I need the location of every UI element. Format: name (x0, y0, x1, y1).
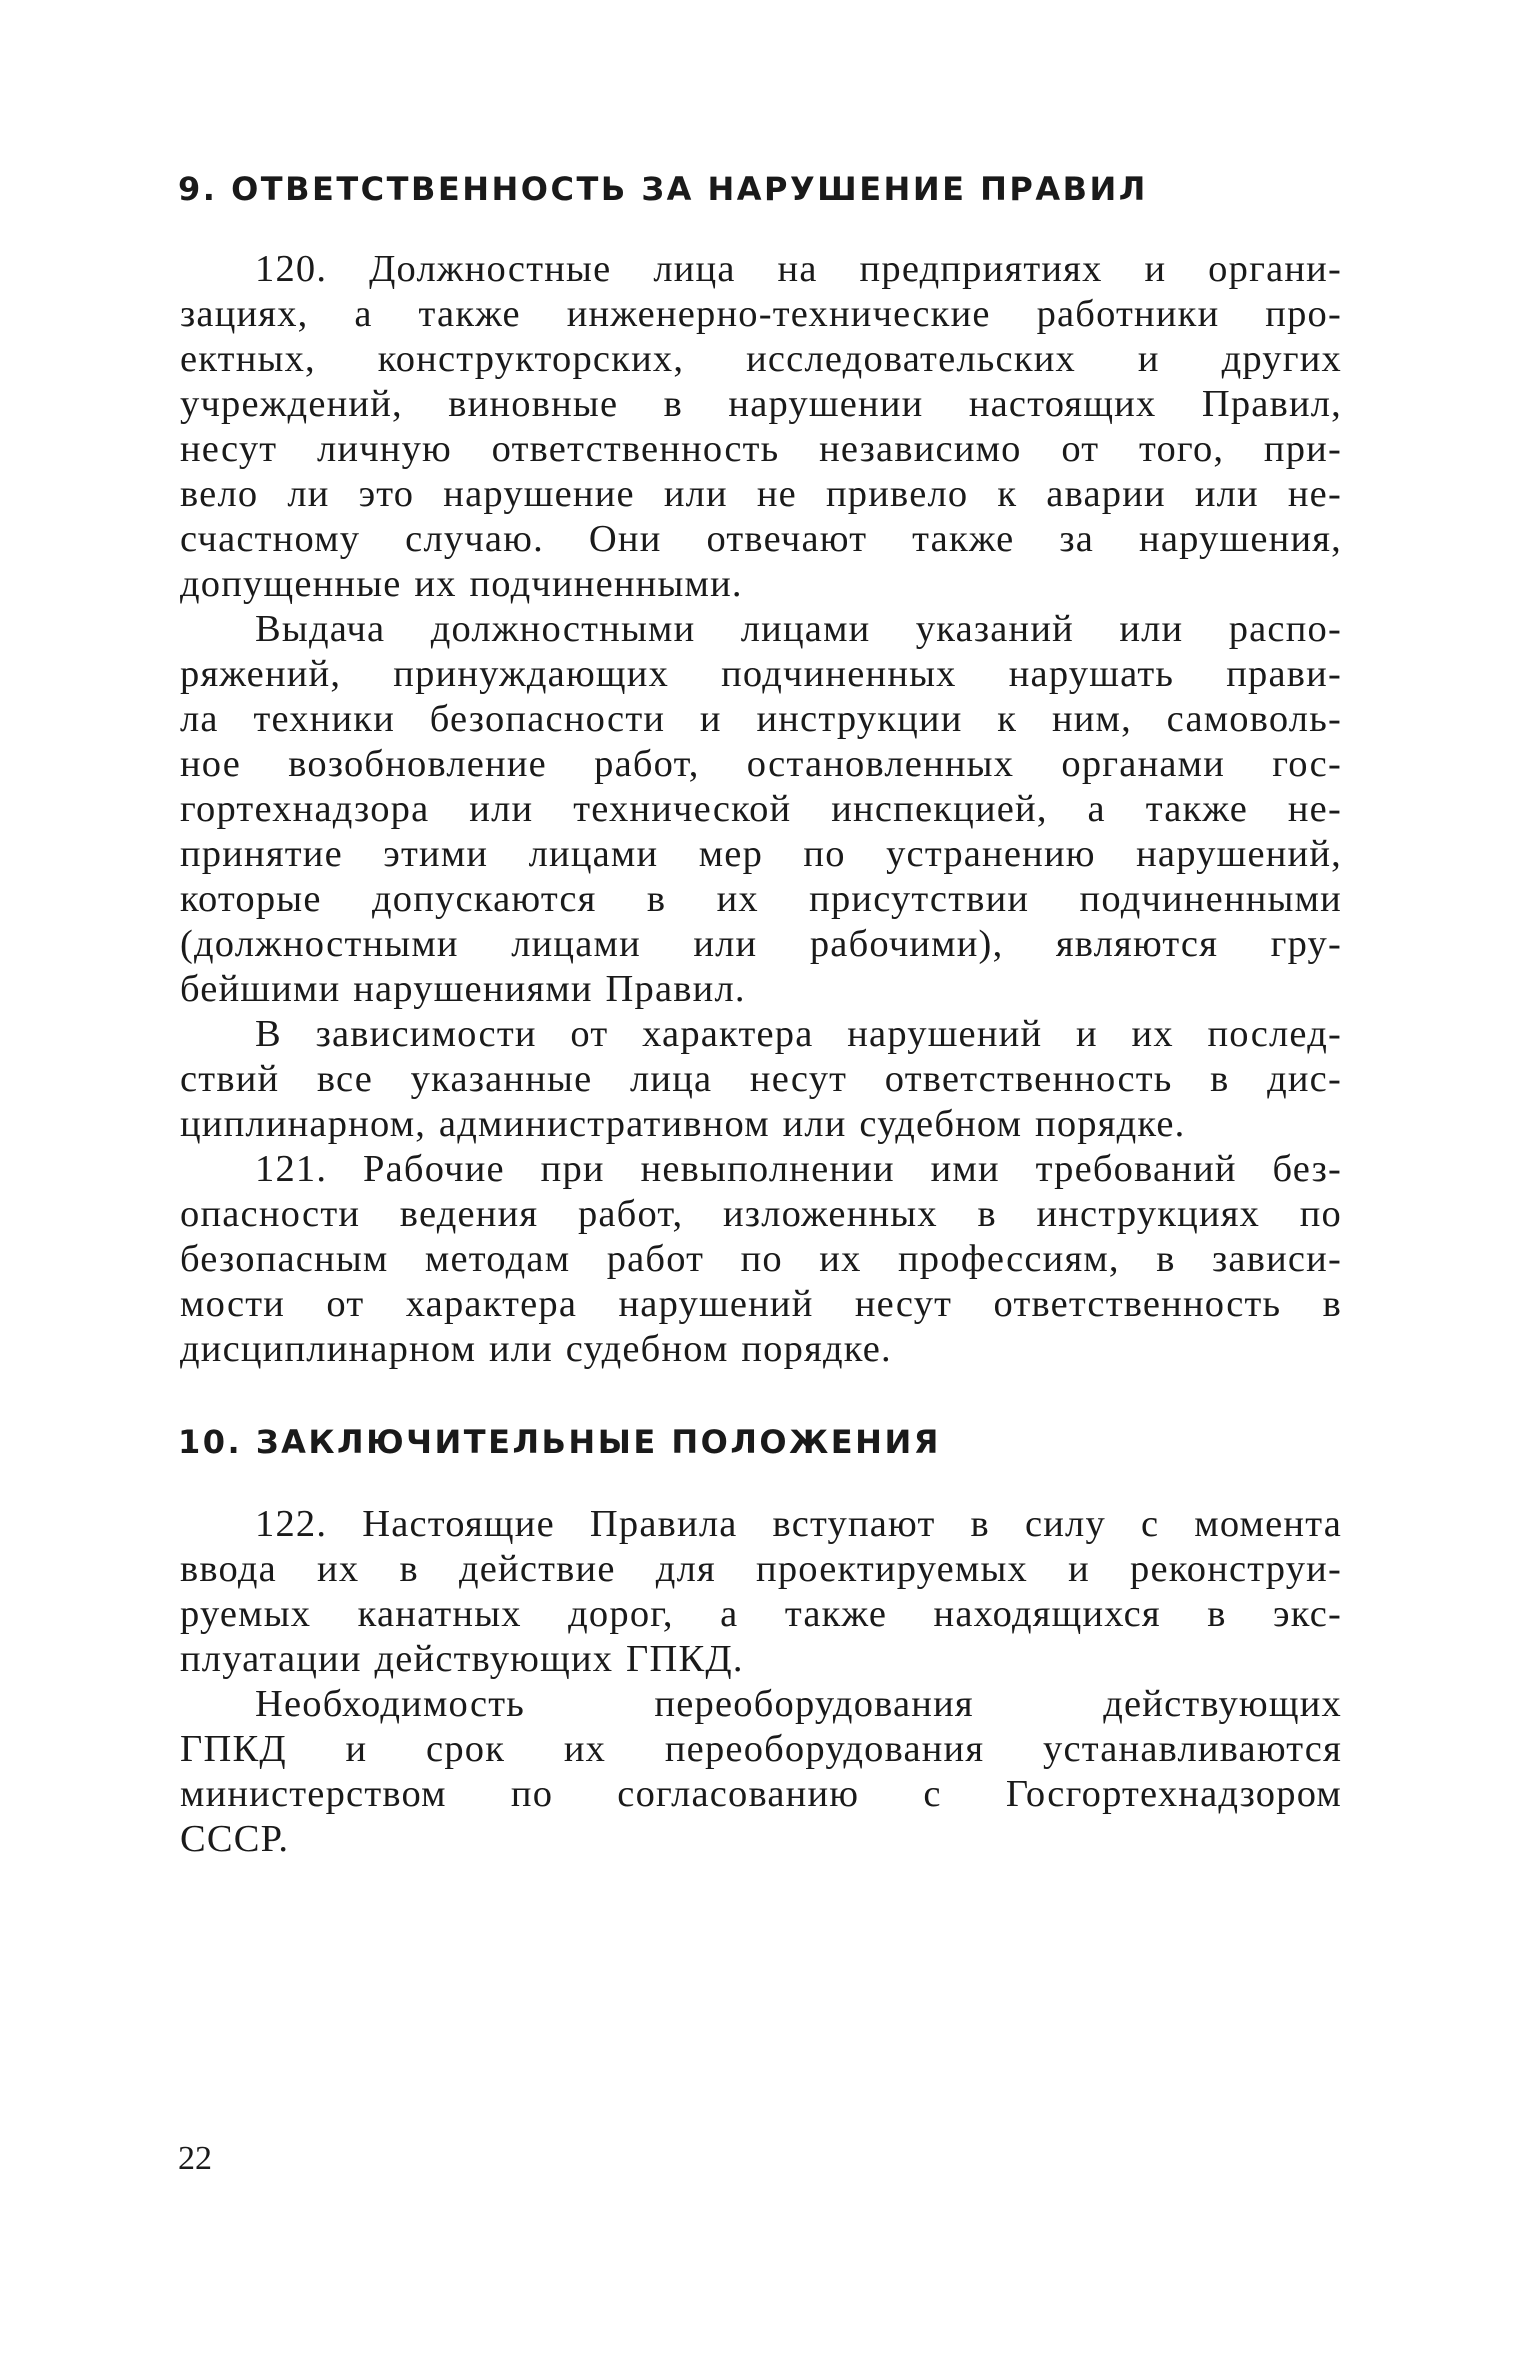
text-line: циплинарном, административном или судебном порядке. (180, 1103, 1186, 1145)
text-line: ектных, конструкторских, исследовательских и других (180, 338, 1342, 380)
text-line: СССР. (180, 1818, 290, 1860)
text-line: учреждений, виновные в нарушении настоящих Правил, (180, 383, 1342, 425)
text-line: счастному случаю. Они отвечают также за нарушения, (180, 518, 1342, 560)
section-9-heading: 9. ОТВЕТСТВЕННОСТЬ ЗА НАРУШЕНИЕ ПРАВИЛ (178, 170, 1148, 208)
text-line: (должностными лицами или рабочими), являются гру- (180, 923, 1342, 965)
text-line: ное возобновление работ, остановленных органами гос- (180, 743, 1342, 785)
text-line: Необходимость переоборудования действующих (255, 1683, 1342, 1725)
section-10-paragraph-122 (180, 1502, 1342, 1682)
text-line: ствий все указанные лица несут ответственность в дис- (180, 1058, 1342, 1100)
text-line: мости от характера нарушений несут ответственность в (180, 1283, 1342, 1325)
text-line: ла техники безопасности и инструкции к ним, самоволь- (180, 698, 1342, 740)
text-line: дисциплинарном или судебном порядке. (180, 1328, 892, 1370)
text-line: 121. Рабочие при невыполнении ими требований без- (255, 1148, 1342, 1190)
text-line: ввода их в действие для проектируемых и реконструи- (180, 1548, 1342, 1590)
section-10-heading: 10. ЗАКЛЮЧИТЕЛЬНЫЕ ПОЛОЖЕНИЯ (178, 1423, 941, 1461)
text-line: В зависимости от характера нарушений и их послед- (255, 1013, 1342, 1055)
section-10-paragraph-reequipment (180, 1682, 1342, 1862)
text-line: ряжений, принуждающих подчиненных нарушать прави- (180, 653, 1342, 695)
text-line: допущенные их подчиненными. (180, 563, 743, 605)
text-line: 122. Настоящие Правила вступают в силу с момента (255, 1503, 1342, 1545)
text-line: которые допускаются в их присутствии подчиненными (180, 878, 1342, 920)
text-line: безопасным методам работ по их профессиям, в зависи- (180, 1238, 1342, 1280)
text-line: гортехнадзора или технической инспекцией, а также не- (180, 788, 1342, 830)
text-line: Выдача должностными лицами указаний или распо- (255, 608, 1342, 650)
text-line: зациях, а также инженерно-технические работники про- (180, 293, 1342, 335)
text-line: 120. Должностные лица на предприятиях и органи- (255, 248, 1342, 290)
text-line: опасности ведения работ, изложенных в инструкциях по (180, 1193, 1342, 1235)
text-line: несут личную ответственность независимо от того, при- (180, 428, 1342, 470)
section-9-paragraph-121 (180, 1147, 1342, 1372)
text-line: вело ли это нарушение или не привело к аварии или не- (180, 473, 1342, 515)
section-9-paragraph-violations (180, 607, 1342, 1012)
text-line: плуатации действующих ГПКД. (180, 1638, 744, 1680)
section-9-paragraph-120 (180, 247, 1342, 607)
page-number: 22 (178, 2140, 212, 2177)
section-9-paragraph-liability (180, 1012, 1342, 1147)
text-line: руемых канатных дорог, а также находящихся в экс- (180, 1593, 1342, 1635)
text-line: бейшими нарушениями Правил. (180, 968, 746, 1010)
text-line: министерством по согласованию с Госгортехнадзором (180, 1773, 1342, 1815)
text-line: принятие этими лицами мер по устранению нарушений, (180, 833, 1342, 875)
text-line: ГПКД и срок их переоборудования устанавливаются (180, 1728, 1342, 1770)
